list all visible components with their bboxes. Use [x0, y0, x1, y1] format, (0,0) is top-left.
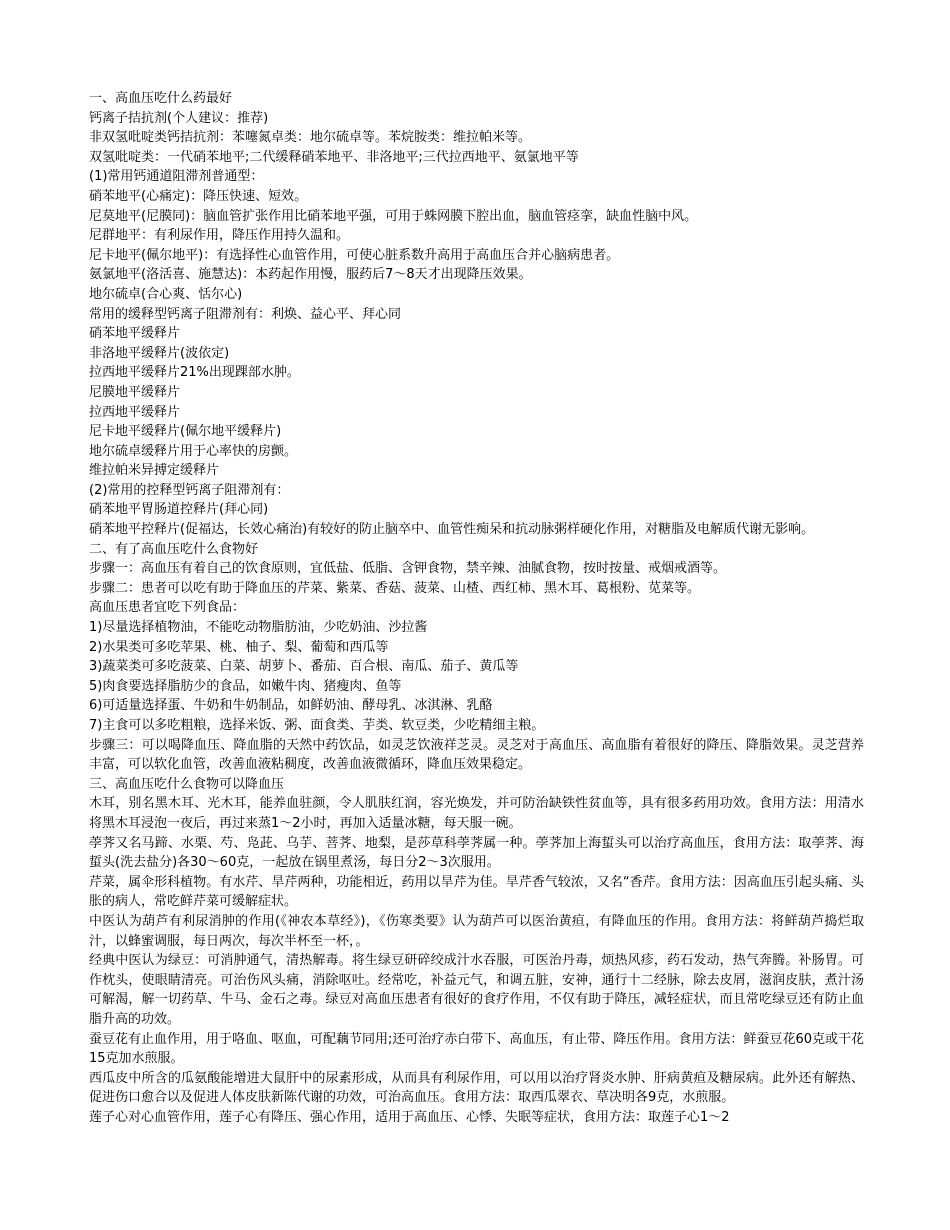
paragraph: 高血压患者宜吃下列食品： — [89, 600, 246, 616]
paragraph: 步骤二：患者可以吃有助于降血压的芹菜、紫菜、香菇、菠菜、山楂、西红柿、黑木耳、葛根粉、苋菜等。 — [89, 580, 701, 596]
heading-3: 三、高血压吃什么食物可以降血压 — [89, 776, 285, 792]
paragraph: 尼莫地平(尼膜同)：脑血管扩张作用比硝苯地平强，可用于蛛网膜下腔出血，脑血管痉挛，缺血性脑中风。 — [89, 208, 698, 224]
paragraph: 步骤一：高血压有着自己的饮食原则，宜低盐、低脂、含钾食物，禁辛辣、油腻食物，按时按量、戒烟戒酒等。 — [89, 561, 727, 577]
heading-1: 一、高血压吃什么药最好 — [89, 91, 233, 106]
document-page — [89, 89, 864, 1127]
paragraph: 拉西地平缓释片 — [89, 404, 181, 420]
paragraph: 双氢吡啶类：一代硝苯地平;二代缓释硝苯地平、非洛地平;三代拉西地平、氨氯地平等 — [89, 149, 579, 165]
paragraph: 尼群地平：有利尿作用，降压作用持久温和。 — [89, 228, 350, 244]
paragraph: (1)常用钙通道阻滞剂普通型： — [89, 169, 264, 185]
list-item: 5)肉食要选择脂肪少的食品，如嫩牛肉、猪瘦肉、鱼等 — [89, 678, 402, 694]
paragraph: 尼膜地平缓释片 — [89, 384, 181, 400]
paragraph: 钙离子拮抗剂(个人建议：推荐) — [89, 110, 269, 126]
paragraph: 经典中医认为绿豆：可消肿通气，清热解毒。将生绿豆研碎绞成汁水吞服，可医治丹毒，烦热风疹，药石发动，热气奔腾。补肠胃。可作枕头，使眼睛清亮。可治伤风头痛，消除呕吐。经常吃，补益元气，和调五脏，安神，通行十二经脉，除去皮屑，滋润皮肤，煮汁汤可解渴，解一切药草、牛马、金石之毒。绿豆对高血压患者有很好的食疗作用，不仅有助于降压，减轻症状，而且常吃绿豆还有防止血脂升高的功效。 — [89, 953, 864, 1027]
paragraph: 步骤三：可以喝降血压、降血脂的天然中药饮品，如灵芝饮液祥芝灵。灵芝对于高血压、高血脂有着很好的降压、降脂效果。灵芝营养丰富，可以软化血管，改善血液粘稠度，改善血液微循环，降血压效果稳定。 — [89, 737, 864, 773]
paragraph: 氨氯地平(洛活喜、施慧达)：本药起作用慢，服药后7～8天才出现降压效果。 — [89, 267, 532, 283]
paragraph: 木耳，别名黑木耳、光木耳，能养血驻颜，令人肌肤红润，容光焕发，并可防治缺铁性贫血等，具有很多药用功效。食用方法：用清水将黑木耳浸泡一夜后，再过来蒸1～2小时，再加入适量冰糖，每天服一碗。 — [89, 796, 864, 831]
list-item: 1)尽量选择植物油，不能吃动物脂肪油，少吃奶油、沙拉酱 — [89, 620, 428, 636]
paragraph: 尼卡地平缓释片(佩尔地平缓释片) — [89, 424, 282, 440]
paragraph: (2)常用的控释型钙离子阻滞剂有： — [89, 482, 290, 498]
paragraph: 莲子心对心血管作用，莲子心有降压、强心作用，适用于高血压、心悸、失眠等症状，食用方法：取莲子心1～2 — [89, 1109, 730, 1125]
paragraph: 荸荠又名马蹄、水栗、芍、凫茈、乌芋、菩荠、地梨，是莎草科荸荠属一种。荸荠加上海蜇头可以治疗高血压，食用方法：取荸荠、海蜇头(洗去盐分)各30～60克，一起放在锅里煮汤，每日分2～3次服用。 — [89, 835, 864, 871]
list-item: 7)主食可以多吃粗粮，选择米饭、粥、面食类、芋类、软豆类，少吃精细主粮。 — [89, 718, 545, 733]
paragraph: 维拉帕米异搏定缓释片 — [89, 463, 220, 479]
paragraph: 地尔硫卓缓释片用于心率快的房颤。 — [89, 443, 298, 459]
paragraph: 蚕豆花有止血作用，用于咯血、呕血，可配藕节同用;还可治疗赤白带下、高血压，有止带、降压作用。食用方法：鲜蚕豆花60克或干花15克加水煎服。 — [89, 1031, 864, 1067]
paragraph: 非洛地平缓释片(波依定) — [89, 345, 230, 361]
paragraph: 尼卡地平(佩尔地平)：有选择性心血管作用，可使心脏系数升高用于高血压合并心脑病患者。 — [89, 247, 620, 263]
paragraph: 中医认为葫芦有利尿消肿的作用(《神农本草经》)，《伤寒类要》认为葫芦可以医治黄疸，有降血压的作用。食用方法：将鲜葫芦捣烂取汁，以蜂蜜调服，每日两次，每次半杯至一杯，。 — [89, 913, 864, 949]
paragraph: 拉西地平缓释片21%出现踝部水肿。 — [89, 365, 300, 381]
paragraph: 硝苯地平控释片(促福达，长效心痛治)有较好的防止脑卒中、血管性痴呆和抗动脉粥样硬化作用，对糖脂及电解质代谢无影响。 — [89, 522, 815, 538]
paragraph: 硝苯地平(心痛定)：降压快速、短效。 — [89, 188, 308, 204]
paragraph: 硝苯地平胃肠道控释片(拜心同) — [89, 502, 269, 518]
paragraph: 常用的缓释型钙离子阻滞剂有：利焕、益心平、拜心同 — [89, 306, 402, 322]
paragraph: 芹菜，属伞形科植物。有水芹、旱芹两种，功能相近，药用以旱芹为佳。旱芹香气较浓，又名“香芹。食用方法：因高血压引起头痛、头胀的病人，常吃鲜芹菜可缓解症状。 — [89, 874, 864, 910]
paragraph: 非双氢吡啶类钙拮抗剂：苯噻氮卓类：地尔硫卓等。苯烷胺类：维拉帕米等。 — [89, 130, 532, 146]
list-item: 3)蔬菜类可多吃菠菜、白菜、胡萝卜、番茄、百合根、南瓜、茄子、黄瓜等 — [89, 659, 519, 675]
paragraph: 西瓜皮中所含的瓜氨酸能增进大鼠肝中的尿素形成，从而具有利尿作用，可以用以治疗肾炎水肿、肝病黄疸及糖尿病。此外还有解热、促进伤口愈合以及促进人体皮肤新陈代谢的功效，可治高血压。食用方法：取西瓜翠衣、草决明各9克，水煎服。 — [89, 1070, 864, 1106]
heading-2: 二、有了高血压吃什么食物好 — [89, 541, 259, 557]
paragraph: 地尔硫卓(合心爽、恬尔心) — [89, 286, 243, 302]
list-item: 6)可适量选择蛋、牛奶和牛奶制品，如鲜奶油、酵母乳、冰淇淋、乳酪 — [89, 698, 493, 714]
paragraph: 硝苯地平缓释片 — [89, 326, 181, 342]
list-item: 2)水果类可多吃苹果、桃、柚子、梨、葡萄和西瓜等 — [89, 639, 389, 655]
